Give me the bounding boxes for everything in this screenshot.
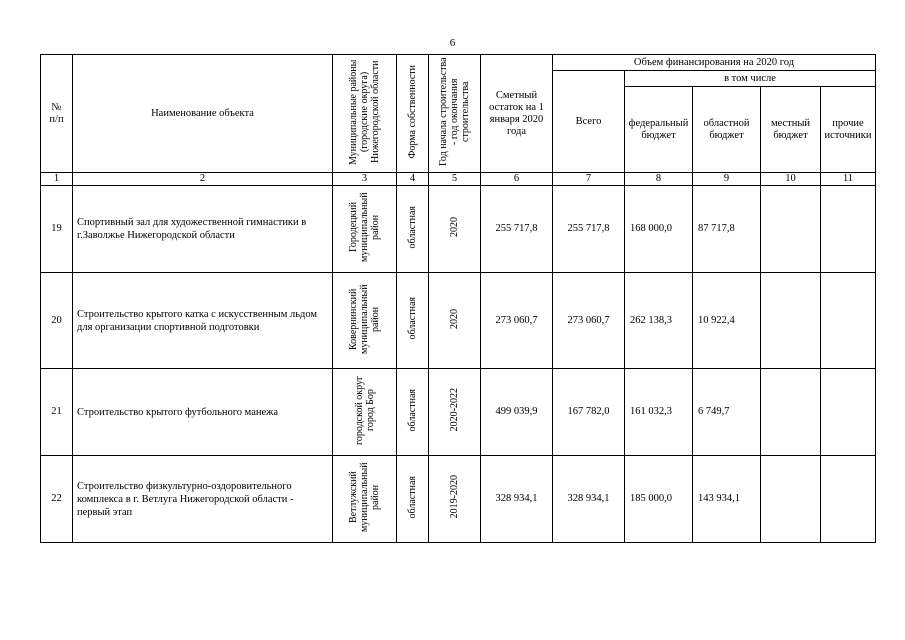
table-row bbox=[41, 273, 876, 369]
row-no: 19 bbox=[41, 186, 73, 273]
col-index: 9 bbox=[693, 173, 761, 186]
row-estimate: 328 934,1 bbox=[481, 456, 553, 543]
row-federal: 262 138,3 bbox=[625, 273, 693, 369]
page-number: 6 bbox=[449, 37, 456, 49]
row-no: 20 bbox=[41, 273, 73, 369]
col-index: 2 bbox=[73, 173, 333, 186]
row-other bbox=[821, 456, 876, 543]
row-local bbox=[761, 273, 821, 369]
header-name: Наименование объекта bbox=[73, 55, 333, 173]
col-index: 1 bbox=[41, 173, 73, 186]
row-estimate: 273 060,7 bbox=[481, 273, 553, 369]
header-other: прочие источники bbox=[821, 87, 876, 173]
row-total: 167 782,0 bbox=[553, 369, 625, 456]
row-other bbox=[821, 369, 876, 456]
row-total: 255 717,8 bbox=[553, 186, 625, 273]
row-local bbox=[761, 456, 821, 543]
row-municipal: Ветлужский муниципальный район bbox=[333, 456, 397, 543]
row-name: Строительство физкультурно-оздоровительного комплекса в г. Ветлуга Нижегородской области - первый этап bbox=[73, 456, 333, 543]
col-index: 10 bbox=[761, 173, 821, 186]
row-municipal: Ковернинский муниципальный район bbox=[333, 273, 397, 369]
row-total: 273 060,7 bbox=[553, 273, 625, 369]
col-index: 7 bbox=[553, 173, 625, 186]
row-total: 328 934,1 bbox=[553, 456, 625, 543]
header-years: Год начала строительства - год окончания строительства bbox=[429, 55, 481, 173]
row-other bbox=[821, 186, 876, 273]
table-row bbox=[41, 456, 876, 543]
col-index: 11 bbox=[821, 173, 876, 186]
row-ownership: областная bbox=[397, 456, 429, 543]
table-row bbox=[41, 186, 876, 273]
header-funding: Объем финансирования на 2020 год bbox=[553, 55, 876, 71]
header-estimate: Сметный остаток на 1 января 2020 года bbox=[481, 55, 553, 173]
row-estimate: 499 039,9 bbox=[481, 369, 553, 456]
header-municipal: Муниципальные районы (городские округа) Нижегородской области bbox=[333, 55, 397, 173]
row-name: Строительство крытого футбольного манежа bbox=[73, 369, 333, 456]
row-no: 21 bbox=[41, 369, 73, 456]
row-municipal: городской округ город Бор bbox=[333, 369, 397, 456]
header-total: Всего bbox=[553, 71, 625, 173]
row-years: 2019-2020 bbox=[429, 456, 481, 543]
header-including: в том числе bbox=[625, 71, 876, 87]
row-regional: 10 922,4 bbox=[693, 273, 761, 369]
row-estimate: 255 717,8 bbox=[481, 186, 553, 273]
row-years: 2020 bbox=[429, 186, 481, 273]
row-name: Спортивный зал для художественной гимнастики в г.Заволжье Нижегородской области bbox=[73, 186, 333, 273]
financing-table bbox=[40, 54, 876, 543]
row-ownership: областная bbox=[397, 186, 429, 273]
row-regional: 6 749,7 bbox=[693, 369, 761, 456]
row-local bbox=[761, 369, 821, 456]
header-regional: областной бюджет bbox=[693, 87, 761, 173]
col-index: 5 bbox=[429, 173, 481, 186]
row-municipal: Городецкий муниципальный район bbox=[333, 186, 397, 273]
row-name: Строительство крытого катка с искусственным льдом для организации спортивной подготовки bbox=[73, 273, 333, 369]
col-index: 3 bbox=[333, 173, 397, 186]
row-ownership: областная bbox=[397, 273, 429, 369]
row-federal: 161 032,3 bbox=[625, 369, 693, 456]
col-index: 8 bbox=[625, 173, 693, 186]
row-federal: 168 000,0 bbox=[625, 186, 693, 273]
row-other bbox=[821, 273, 876, 369]
col-index: 6 bbox=[481, 173, 553, 186]
table-row bbox=[41, 369, 876, 456]
header-federal: федеральный бюджет bbox=[625, 87, 693, 173]
header-no: № п/п bbox=[41, 55, 73, 173]
row-regional: 87 717,8 bbox=[693, 186, 761, 273]
header-ownership: Форма собственности bbox=[397, 55, 429, 173]
row-years: 2020 bbox=[429, 273, 481, 369]
col-index: 4 bbox=[397, 173, 429, 186]
row-no: 22 bbox=[41, 456, 73, 543]
row-federal: 185 000,0 bbox=[625, 456, 693, 543]
header-local: местный бюджет bbox=[761, 87, 821, 173]
row-years: 2020-2022 bbox=[429, 369, 481, 456]
row-ownership: областная bbox=[397, 369, 429, 456]
row-regional: 143 934,1 bbox=[693, 456, 761, 543]
column-index-row bbox=[41, 173, 876, 186]
row-local bbox=[761, 186, 821, 273]
